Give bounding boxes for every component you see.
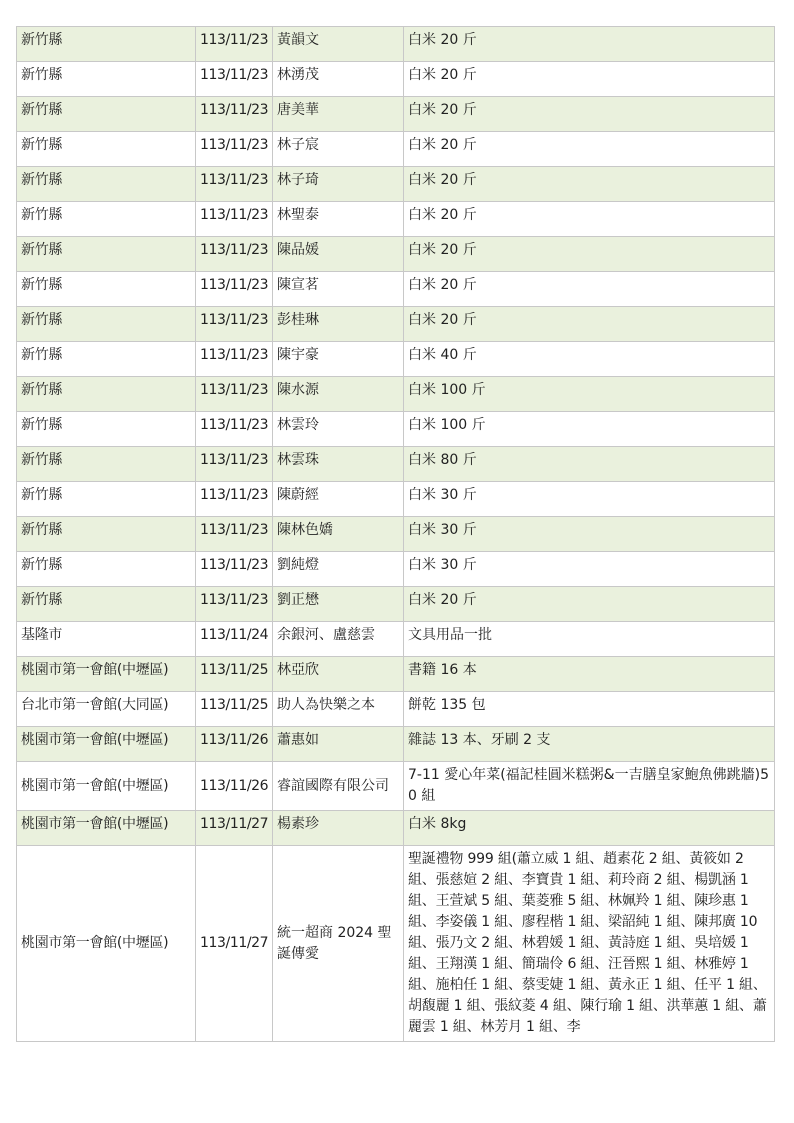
item-cell: 白米 80 斤 [404, 447, 775, 482]
item-cell: 白米 20 斤 [404, 62, 775, 97]
date-cell: 113/11/26 [196, 762, 273, 811]
item-cell: 白米 40 斤 [404, 342, 775, 377]
item-cell: 白米 100 斤 [404, 412, 775, 447]
region-cell: 新竹縣 [17, 587, 196, 622]
item-cell: 聖誕禮物 999 組(蕭立威 1 組、趙素花 2 組、黃筱如 2 組、張慈媗 2 組、李寶貴 1 組、莉玲商 2 組、楊凱涵 1 組、王萱斌 5 組、葉菱雅 5 組、林姵羚 1 組、陳珍惠 1 組、李姿儀 1 組、廖程楷 1 組、梁韶純 1 組、陳邦廣 10 組、張乃文 2 組、林碧媛 1 組、黃詩庭 1 組、吳培媛 1 組、王翔漢 1 組、簡瑞伶 6 組、汪晉熙 1 組、林雅婷 1 組、施柏任 1 組、蔡雯婕 1 組、黃永正 1 組、任平 1 組、胡馥麗 1 組、張紋菱 4 組、陳行瑜 1 組、洪華蕙 1 組、蕭麗雲 1 組、林芳月 1 組、李 [404, 846, 775, 1042]
date-cell: 113/11/23 [196, 517, 273, 552]
donor-cell: 黃韻文 [273, 27, 404, 62]
date-cell: 113/11/23 [196, 307, 273, 342]
donor-cell: 統一超商 2024 聖誕傳愛 [273, 846, 404, 1042]
table-row [17, 447, 775, 482]
date-cell: 113/11/23 [196, 552, 273, 587]
region-cell: 桃園市第一會館(中壢區) [17, 727, 196, 762]
donor-cell: 林湧茂 [273, 62, 404, 97]
date-cell: 113/11/23 [196, 482, 273, 517]
region-cell: 新竹縣 [17, 237, 196, 272]
table-row [17, 377, 775, 412]
donor-cell: 林子琦 [273, 167, 404, 202]
item-cell: 白米 30 斤 [404, 482, 775, 517]
table-row [17, 167, 775, 202]
region-cell: 新竹縣 [17, 202, 196, 237]
item-cell: 書籍 16 本 [404, 657, 775, 692]
donor-cell: 助人為快樂之本 [273, 692, 404, 727]
donor-cell: 陳品媛 [273, 237, 404, 272]
table-row [17, 27, 775, 62]
item-cell: 白米 20 斤 [404, 167, 775, 202]
donor-cell: 陳水源 [273, 377, 404, 412]
table-row [17, 657, 775, 692]
region-cell: 新竹縣 [17, 377, 196, 412]
donor-cell: 蕭惠如 [273, 727, 404, 762]
donor-cell: 睿誼國際有限公司 [273, 762, 404, 811]
table-row [17, 97, 775, 132]
item-cell: 白米 20 斤 [404, 202, 775, 237]
item-cell: 白米 20 斤 [404, 307, 775, 342]
region-cell: 新竹縣 [17, 447, 196, 482]
region-cell: 新竹縣 [17, 517, 196, 552]
date-cell: 113/11/23 [196, 447, 273, 482]
donor-cell: 劉正懋 [273, 587, 404, 622]
table-row [17, 132, 775, 167]
region-cell: 桃園市第一會館(中壢區) [17, 762, 196, 811]
date-cell: 113/11/23 [196, 377, 273, 412]
table-row [17, 237, 775, 272]
item-cell: 白米 20 斤 [404, 97, 775, 132]
item-cell: 白米 8kg [404, 811, 775, 846]
region-cell: 桃園市第一會館(中壢區) [17, 657, 196, 692]
table-row [17, 552, 775, 587]
donor-cell: 林聖泰 [273, 202, 404, 237]
donation-table [16, 26, 775, 1042]
donor-cell: 陳宇豪 [273, 342, 404, 377]
date-cell: 113/11/23 [196, 342, 273, 377]
region-cell: 新竹縣 [17, 97, 196, 132]
donor-cell: 林子宸 [273, 132, 404, 167]
region-cell: 新竹縣 [17, 552, 196, 587]
date-cell: 113/11/23 [196, 412, 273, 447]
donor-cell: 余銀河、盧慈雲 [273, 622, 404, 657]
date-cell: 113/11/23 [196, 272, 273, 307]
donor-cell: 劉純燈 [273, 552, 404, 587]
table-row [17, 482, 775, 517]
donor-cell: 林雲玲 [273, 412, 404, 447]
table-row [17, 62, 775, 97]
donor-cell: 林亞欣 [273, 657, 404, 692]
donor-cell: 彭桂琳 [273, 307, 404, 342]
date-cell: 113/11/23 [196, 62, 273, 97]
region-cell: 新竹縣 [17, 482, 196, 517]
item-cell: 白米 20 斤 [404, 237, 775, 272]
donor-cell: 陳林色嬌 [273, 517, 404, 552]
item-cell: 白米 20 斤 [404, 27, 775, 62]
date-cell: 113/11/27 [196, 846, 273, 1042]
item-cell: 文具用品一批 [404, 622, 775, 657]
item-cell: 白米 20 斤 [404, 587, 775, 622]
table-row [17, 587, 775, 622]
region-cell: 基隆市 [17, 622, 196, 657]
date-cell: 113/11/23 [196, 587, 273, 622]
item-cell: 7-11 愛心年菜(福記桂圓米糕粥&一吉膳皇家鮑魚佛跳牆)50 組 [404, 762, 775, 811]
date-cell: 113/11/24 [196, 622, 273, 657]
item-cell: 雜誌 13 本、牙刷 2 支 [404, 727, 775, 762]
donor-cell: 林雲珠 [273, 447, 404, 482]
date-cell: 113/11/23 [196, 167, 273, 202]
date-cell: 113/11/25 [196, 692, 273, 727]
donor-cell: 陳宣茗 [273, 272, 404, 307]
table-row [17, 622, 775, 657]
table-row [17, 272, 775, 307]
item-cell: 白米 30 斤 [404, 517, 775, 552]
table-row [17, 692, 775, 727]
donor-cell: 楊素珍 [273, 811, 404, 846]
table-row [17, 811, 775, 846]
table-row [17, 846, 775, 1042]
region-cell: 新竹縣 [17, 27, 196, 62]
table-row [17, 762, 775, 811]
item-cell: 白米 30 斤 [404, 552, 775, 587]
date-cell: 113/11/23 [196, 97, 273, 132]
date-cell: 113/11/26 [196, 727, 273, 762]
date-cell: 113/11/23 [196, 27, 273, 62]
table-row [17, 517, 775, 552]
donor-cell: 唐美華 [273, 97, 404, 132]
donor-cell: 陳蔚經 [273, 482, 404, 517]
region-cell: 新竹縣 [17, 307, 196, 342]
region-cell: 新竹縣 [17, 412, 196, 447]
date-cell: 113/11/23 [196, 202, 273, 237]
table-row [17, 202, 775, 237]
item-cell: 餅乾 135 包 [404, 692, 775, 727]
item-cell: 白米 20 斤 [404, 272, 775, 307]
region-cell: 新竹縣 [17, 132, 196, 167]
region-cell: 台北市第一會館(大同區) [17, 692, 196, 727]
region-cell: 桃園市第一會館(中壢區) [17, 811, 196, 846]
region-cell: 桃園市第一會館(中壢區) [17, 846, 196, 1042]
item-cell: 白米 20 斤 [404, 132, 775, 167]
date-cell: 113/11/23 [196, 132, 273, 167]
date-cell: 113/11/27 [196, 811, 273, 846]
region-cell: 新竹縣 [17, 62, 196, 97]
table-row [17, 342, 775, 377]
date-cell: 113/11/23 [196, 237, 273, 272]
region-cell: 新竹縣 [17, 342, 196, 377]
item-cell: 白米 100 斤 [404, 377, 775, 412]
table-row [17, 307, 775, 342]
region-cell: 新竹縣 [17, 272, 196, 307]
donation-table-body [17, 27, 775, 1042]
table-row [17, 727, 775, 762]
table-row [17, 412, 775, 447]
region-cell: 新竹縣 [17, 167, 196, 202]
date-cell: 113/11/25 [196, 657, 273, 692]
